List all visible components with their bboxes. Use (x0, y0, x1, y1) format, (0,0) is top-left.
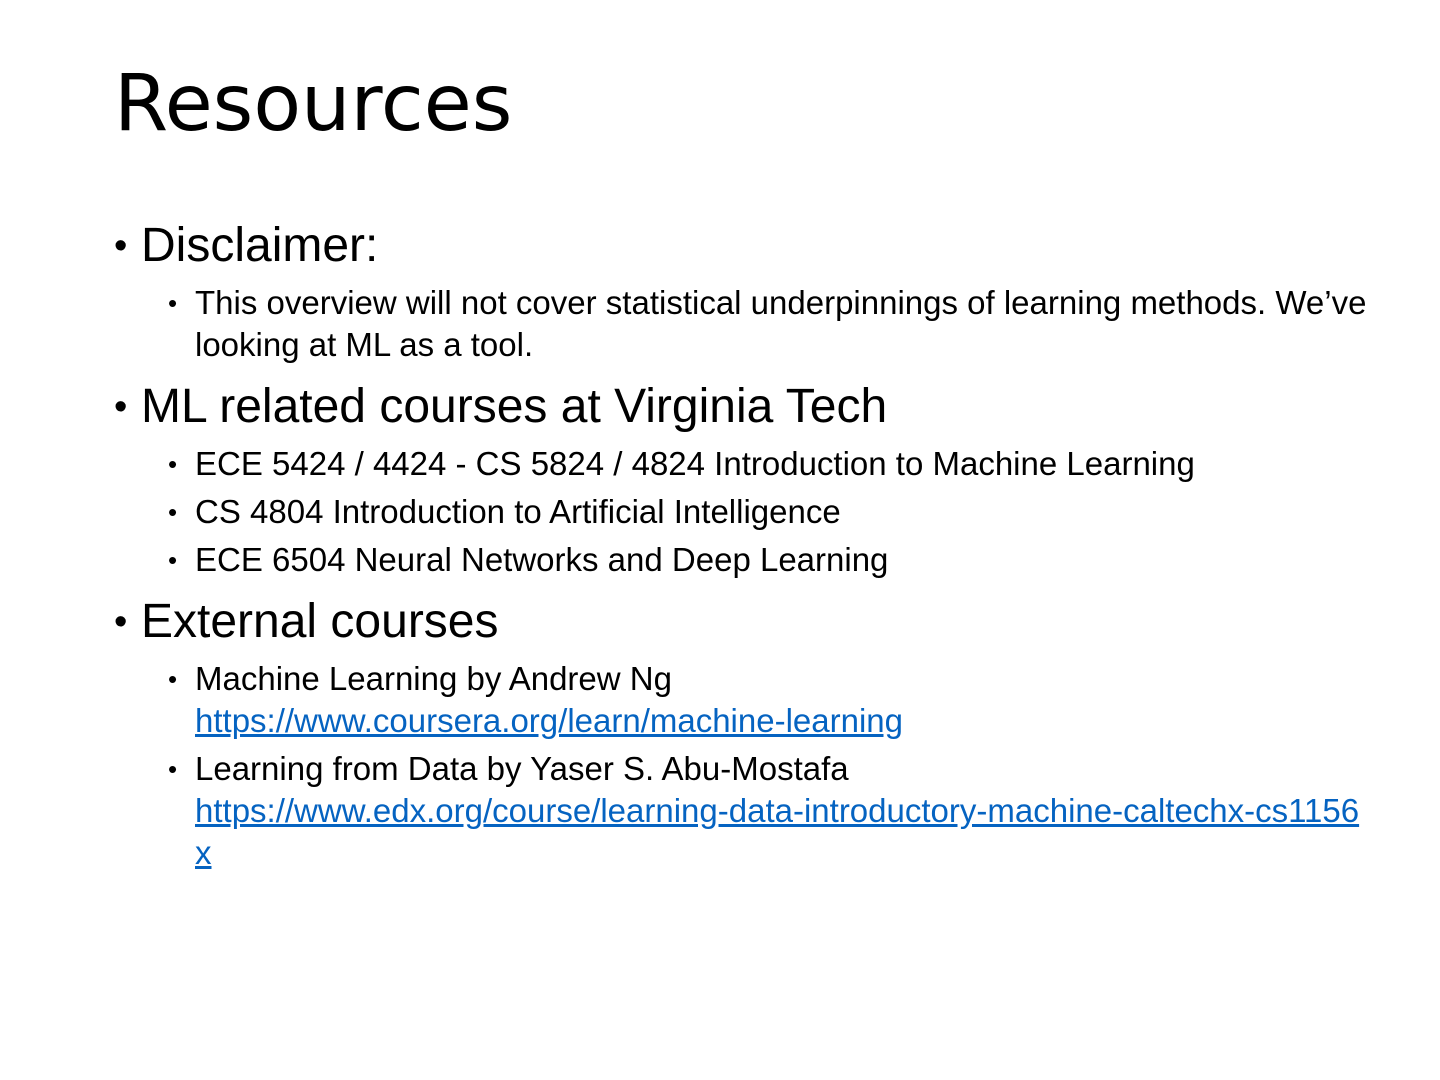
section-heading: ML related courses at Virginia Tech (141, 380, 888, 433)
sub-list (141, 443, 1374, 581)
bullet-dot-icon: • (114, 225, 128, 267)
sub-item-text: CS 4804 Introduction to Artificial Intelligence (195, 493, 841, 530)
bullet-dot-icon: • (114, 601, 128, 643)
coursera-link[interactable]: https://www.coursera.org/learn/machine-learning (195, 702, 904, 739)
sub-item (168, 443, 1374, 485)
sub-list (141, 282, 1374, 366)
bullet-vt-courses (114, 381, 1374, 581)
bullet-dot-icon: • (168, 288, 178, 318)
sub-item-text: Learning from Data by Yaser S. Abu-Mostafa (195, 750, 849, 787)
sub-item (168, 658, 1374, 742)
sub-item-text: ECE 5424 / 4424 - CS 5824 / 4824 Introduction to Machine Learning (195, 445, 1195, 482)
section-heading: External courses (141, 595, 499, 648)
bullet-dot-icon: • (168, 497, 178, 527)
section-heading: Disclaimer: (141, 219, 379, 272)
sub-item (168, 748, 1374, 874)
bullet-external-courses (114, 596, 1374, 874)
sub-item (168, 491, 1374, 533)
sub-item (168, 282, 1374, 366)
sub-list (141, 658, 1374, 874)
edx-link[interactable]: https://www.edx.org/course/learning-data-introductory-machine-caltechx-cs1156x (195, 792, 1360, 871)
bullet-dot-icon: • (168, 664, 178, 694)
sub-item-text: Machine Learning by Andrew Ng (195, 660, 672, 697)
sub-item-text: ECE 6504 Neural Networks and Deep Learning (195, 541, 889, 578)
sub-item (168, 539, 1374, 581)
bullet-dot-icon: • (168, 754, 178, 784)
sub-item-text: This overview will not cover statistical underpinnings of learning methods. We’ve looking at ML as a tool. (195, 284, 1367, 363)
slide-title: Resources (114, 59, 513, 149)
bullet-dot-icon: • (114, 386, 128, 428)
bullet-disclaimer (114, 220, 1374, 366)
slide-content (114, 220, 1374, 874)
bullet-dot-icon: • (168, 545, 178, 575)
bullet-dot-icon: • (168, 449, 178, 479)
